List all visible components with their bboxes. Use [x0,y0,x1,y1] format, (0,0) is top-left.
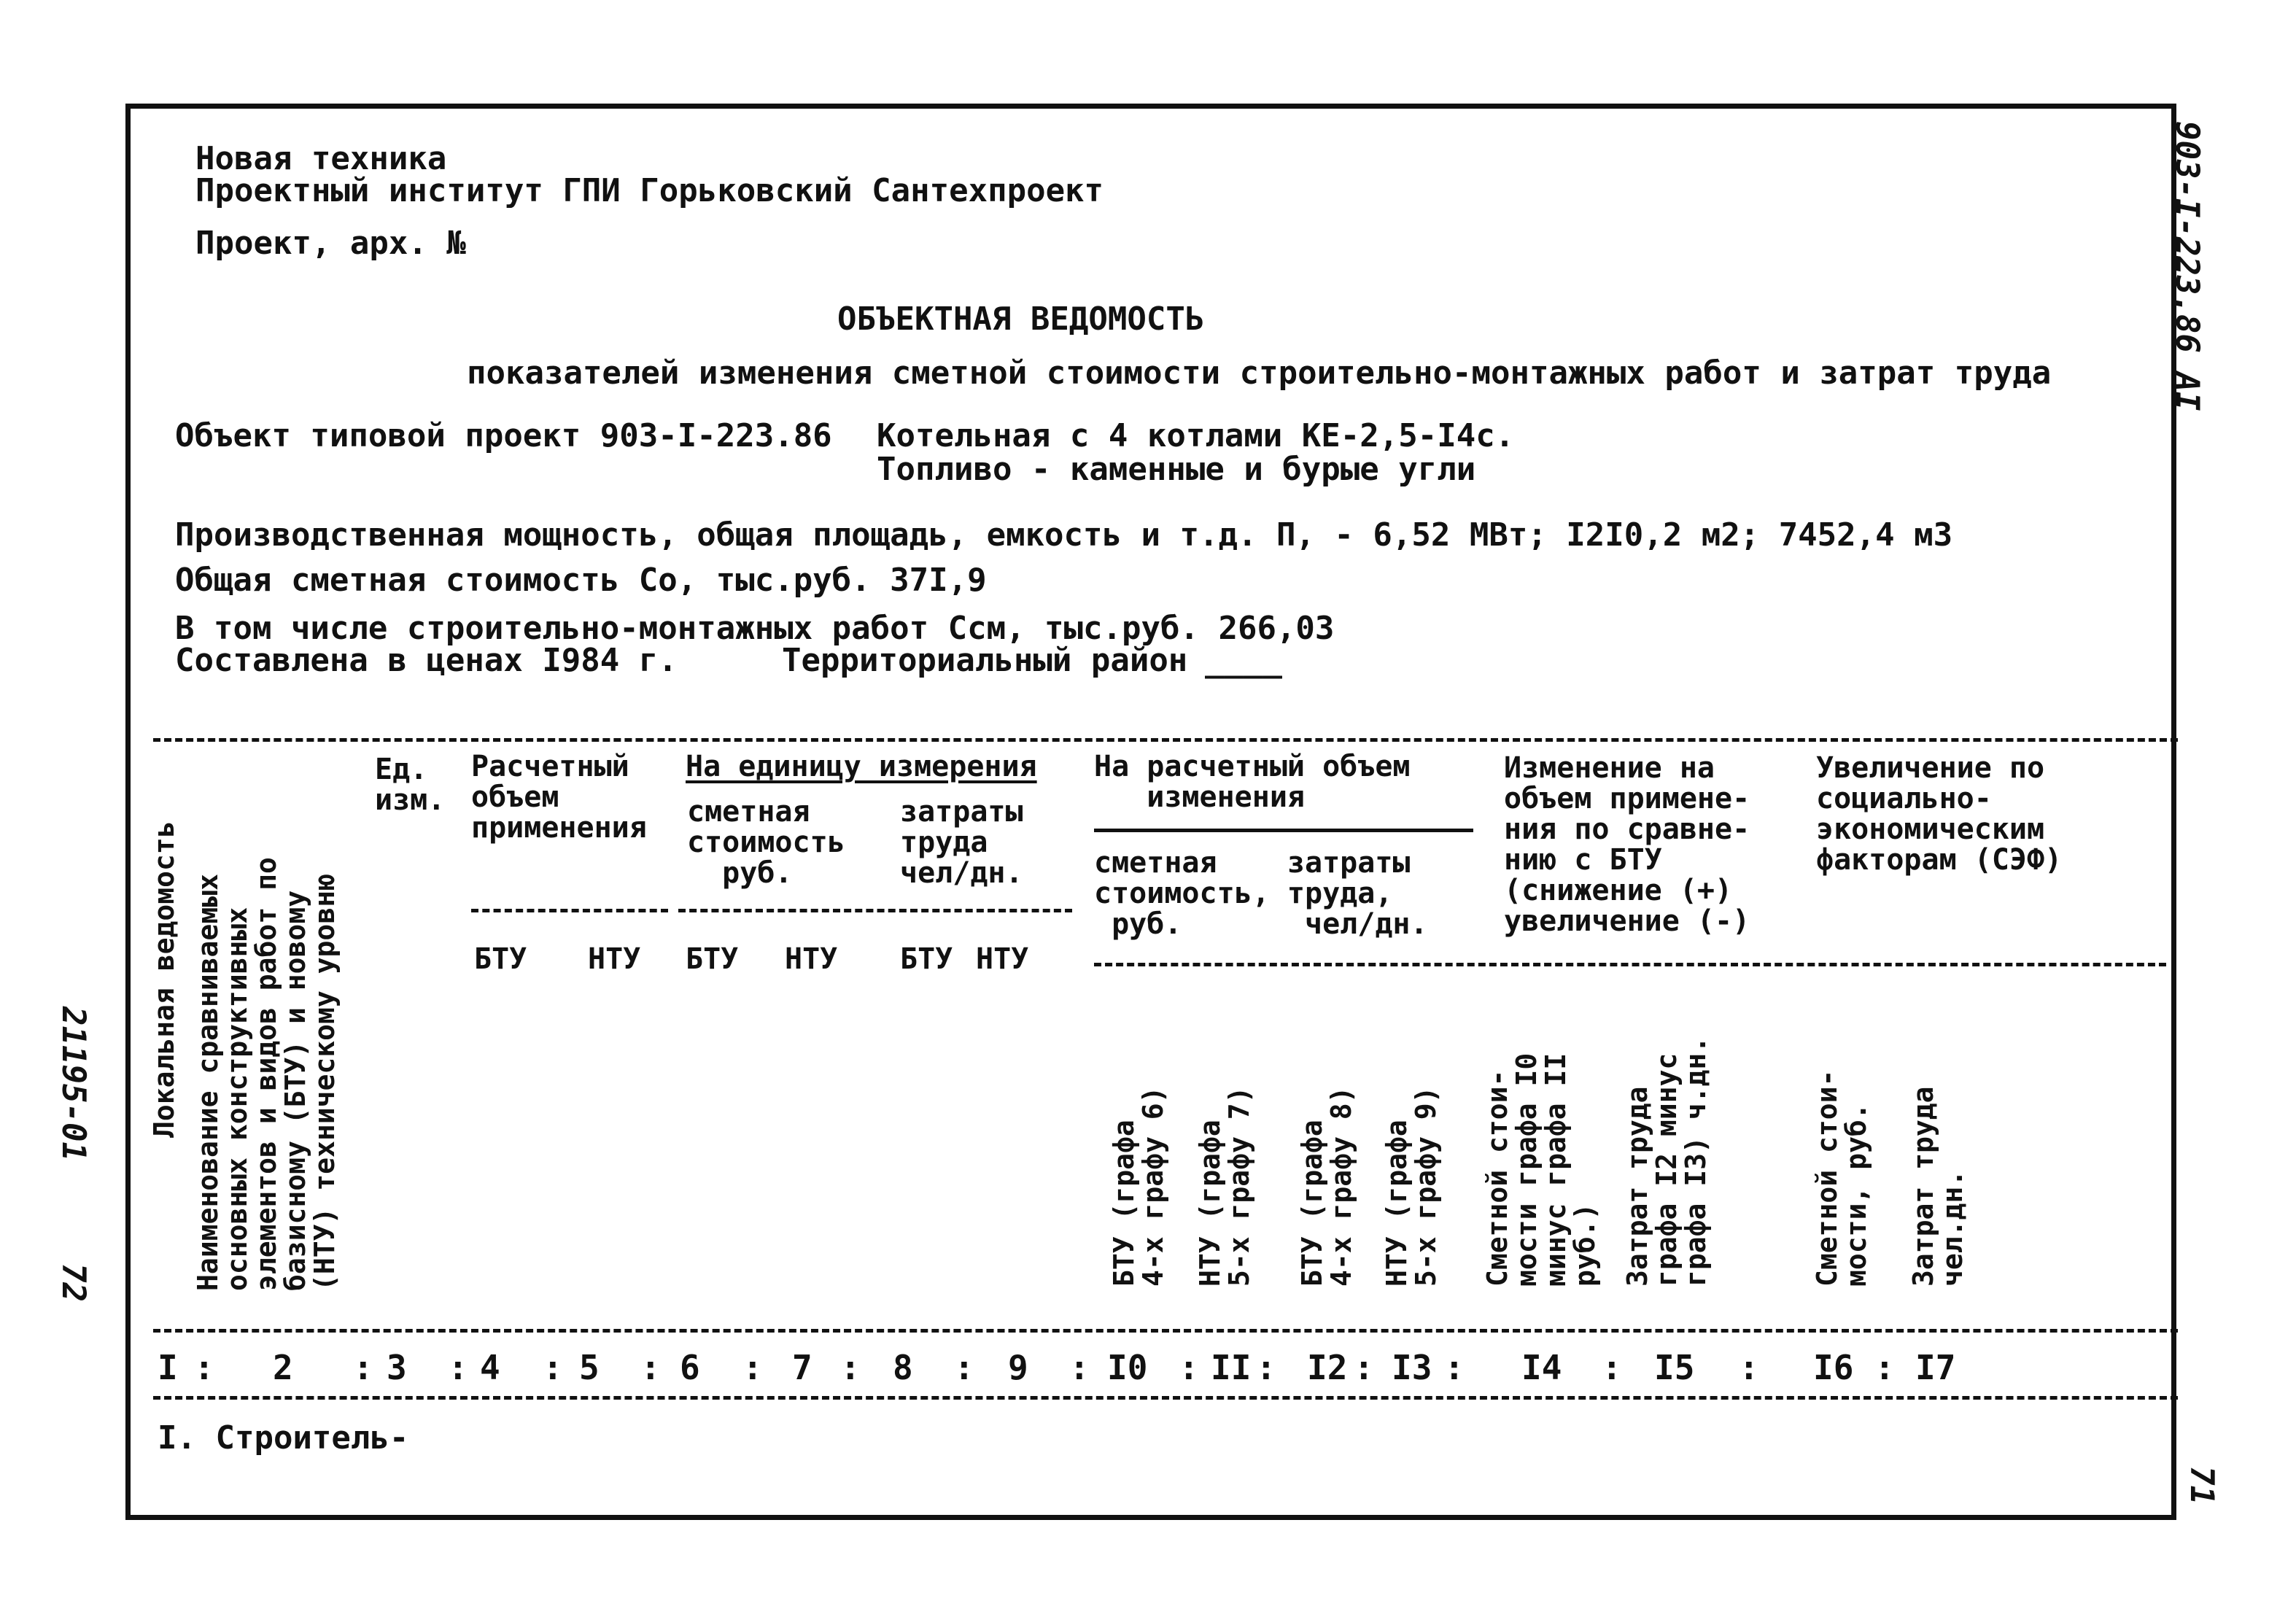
object-desc1: Котельная с 4 котлами КЕ-2,5-I4с. [877,417,1515,454]
col1-header: Локальная ведомость [148,821,180,1138]
col3-header: Ед. изм. [375,753,446,817]
colnum-sep: : [1069,1348,1090,1387]
colnum-sep: : [1179,1348,1199,1387]
volume-ntu: НТУ [588,942,641,976]
colnum-sep: : [448,1348,468,1387]
volume-rule [471,909,668,912]
total-cost-line: Общая сметная стоимость Со, тыс.руб. 37I,9 [175,562,987,599]
col16-header: Сметной стои- мости, руб. [1811,1069,1872,1287]
margin-top-right: 903-I-223.86 АI [2168,121,2206,411]
volume-btu: БТУ [474,942,527,976]
colnum-sep: : [353,1348,373,1387]
table-top-rule [153,738,2178,742]
colnum-8: 8 [893,1348,913,1387]
colnum-sep: : [1354,1348,1374,1387]
colnum-sep: : [1256,1348,1276,1387]
colnum-3: 3 [387,1348,407,1387]
colnum-15: I5 [1654,1348,1695,1387]
colnum-sep: : [1444,1348,1465,1387]
first-row-text: I. Строитель- [158,1419,409,1457]
colnum-13: I3 [1392,1348,1432,1387]
colnum-5: 5 [579,1348,600,1387]
col17-header: Затрат труда чел.дн. [1907,1086,1969,1287]
colnum-10: I0 [1107,1348,1148,1387]
colnum-sep: : [640,1348,661,1387]
col10-header: БТУ (графа 4-х графу 6) [1108,1086,1169,1287]
smr-cost-line: В том числе строительно-монтажных работ Ссм, тыс.руб. 266,03 [175,610,1335,647]
colnum-sep: : [1874,1348,1895,1387]
col2-header: Наименование сравниваемых основных конструктивных элементов и видов работ по базисному (БТУ) и новому (НТУ) техническому уровню [192,857,341,1291]
colnum-sep: : [1602,1348,1622,1387]
per-unit-labor: затраты труда чел/дн. [900,795,1023,890]
colnum-sep: : [543,1348,563,1387]
colnum-11: II [1211,1348,1252,1387]
colnum-top-rule [153,1329,2178,1333]
calc-volume-header: На расчетный объем изменения [1094,750,1411,814]
colnum-sep: : [194,1348,214,1387]
colnum-6: 6 [680,1348,700,1387]
col13-header: НТУ (графа 5-х графу 9) [1381,1086,1442,1287]
col15-header: Затрат труда графа I2 минус графа I3) ч.дн. [1621,1036,1712,1287]
per-unit-header: На единицу измерения [686,750,1037,783]
unit-cost-ntu: НТУ [785,942,838,976]
colnum-sep: : [742,1348,763,1387]
colnum-bottom-rule [153,1396,2178,1400]
colnum-1: I [158,1348,178,1387]
unit-cost-btu: БТУ [686,942,739,976]
change-header: Изменение на объем примене- ния по сравне- нию с БТУ (снижение (+) увеличение (-) [1504,751,1750,938]
col14-header: Сметной стои- мости графа I0 минус графа II руб.) [1481,1052,1601,1287]
colnum-7: 7 [792,1348,812,1387]
colnum-9: 9 [1008,1348,1028,1387]
sef-header: Увеличение по социально- экономическим факторам (СЭФ) [1816,751,2063,877]
object-desc2: Топливо - каменные и бурые угли [877,451,1476,488]
unit-labor-ntu: НТУ [976,942,1029,976]
header-mid-rule [1094,963,2166,966]
calc-volume-rule [1094,829,1473,832]
column-numbers-row [0,1348,2296,1392]
calc-volume-sub: сметная затраты стоимость, труда, руб. чел/дн. [1094,846,1428,941]
colnum-sep: : [840,1348,861,1387]
per-unit-cost: сметная стоимость руб. [687,795,845,890]
header-line2: Проектный институт ГПИ Горьковский Сантехпроект [195,172,1104,209]
colnum-17: I7 [1915,1348,1956,1387]
prices-line: Составлена в ценах I984 г. [175,642,678,679]
col12-header: БТУ (графа 4-х графу 8) [1296,1086,1357,1287]
colnum-sep: : [954,1348,974,1387]
unit-labor-btu: БТУ [900,942,953,976]
col11-header: НТУ (графа 5-х графу 7) [1194,1086,1255,1287]
document-subtitle: показателей изменения сметной стоимости строительно-монтажных работ и затрат труда [467,354,2052,392]
object-label: Объект типовой проект 903-I-223.86 [175,417,832,454]
header-line1: Новая техника [195,140,447,177]
capacity-line: Производственная мощность, общая площадь, емкость и т.д. П, - 6,52 МВт; I2I0,2 м2; 7452,4 м3 [175,516,1953,554]
colnum-12: I2 [1307,1348,1348,1387]
colnum-sep: : [1739,1348,1759,1387]
margin-left-code: 21195-01 [55,1007,92,1161]
margin-right-page: 71 [2183,1466,2220,1505]
colnum-14: I4 [1521,1348,1562,1387]
margin-left-page: 72 [55,1263,92,1302]
colnum-2: 2 [273,1348,293,1387]
document-title: ОБЪЕКТНАЯ ВЕДОМОСТЬ [837,300,1205,338]
region-label: Территориальный район [782,642,1188,679]
header-line3: Проект, арх. № [195,225,466,262]
colnum-4: 4 [480,1348,500,1387]
colnum-16: I6 [1813,1348,1854,1387]
per-unit-rule [678,909,1072,912]
region-value: ____ [1205,642,1282,679]
volume-header: Расчетный объем применения [471,750,647,845]
